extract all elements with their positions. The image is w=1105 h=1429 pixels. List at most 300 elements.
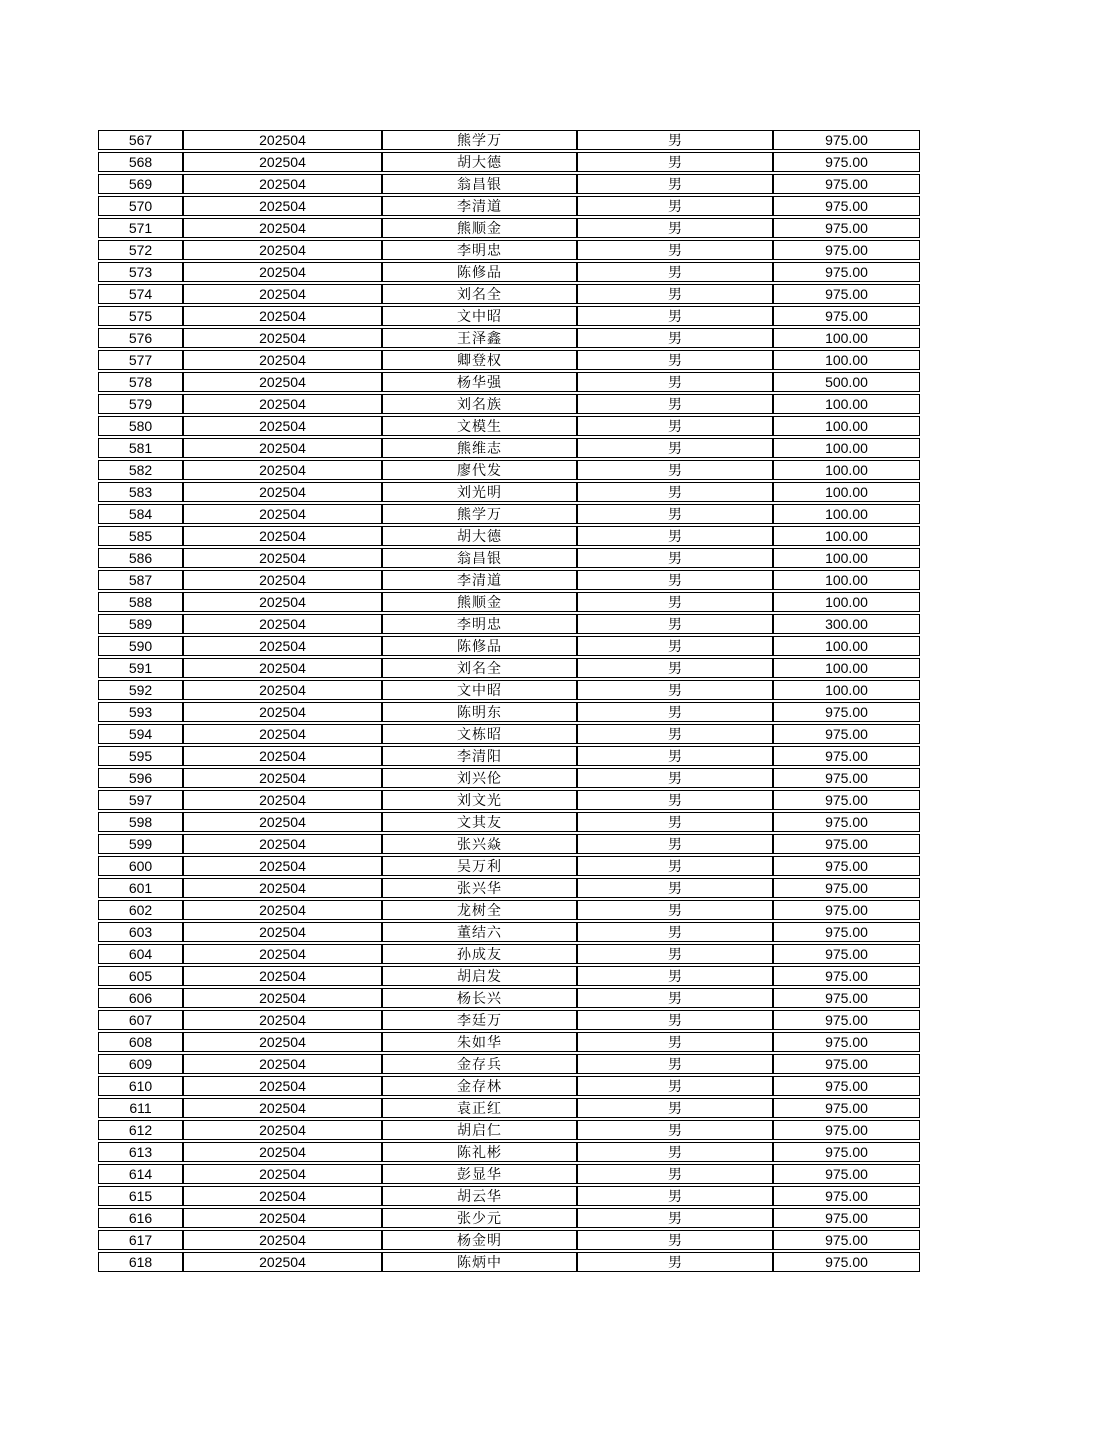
amount-cell: 975.00 xyxy=(773,1120,920,1140)
table-row xyxy=(98,746,920,766)
amount-cell: 975.00 xyxy=(773,1054,920,1074)
serial-cell: 611 xyxy=(98,1098,183,1118)
gender-cell: 男 xyxy=(577,790,773,810)
name-cell: 张兴焱 xyxy=(382,834,577,854)
serial-cell: 595 xyxy=(98,746,183,766)
period-cell: 202504 xyxy=(183,1054,382,1074)
gender-cell: 男 xyxy=(577,724,773,744)
gender-cell: 男 xyxy=(577,196,773,216)
gender-cell: 男 xyxy=(577,900,773,920)
serial-cell: 573 xyxy=(98,262,183,282)
serial-cell: 614 xyxy=(98,1164,183,1184)
period-cell: 202504 xyxy=(183,966,382,986)
gender-cell: 男 xyxy=(577,1142,773,1162)
amount-cell: 975.00 xyxy=(773,1230,920,1250)
table-row xyxy=(98,416,920,436)
name-cell: 彭显华 xyxy=(382,1164,577,1184)
table-row xyxy=(98,834,920,854)
name-cell: 张兴华 xyxy=(382,878,577,898)
table-row xyxy=(98,812,920,832)
name-cell: 陈炳中 xyxy=(382,1252,577,1272)
serial-cell: 599 xyxy=(98,834,183,854)
period-cell: 202504 xyxy=(183,1120,382,1140)
serial-cell: 571 xyxy=(98,218,183,238)
amount-cell: 975.00 xyxy=(773,174,920,194)
gender-cell: 男 xyxy=(577,658,773,678)
serial-cell: 577 xyxy=(98,350,183,370)
amount-cell: 975.00 xyxy=(773,1142,920,1162)
period-cell: 202504 xyxy=(183,1142,382,1162)
name-cell: 卿登权 xyxy=(382,350,577,370)
table-row xyxy=(98,482,920,502)
period-cell: 202504 xyxy=(183,526,382,546)
amount-cell: 975.00 xyxy=(773,790,920,810)
period-cell: 202504 xyxy=(183,636,382,656)
gender-cell: 男 xyxy=(577,482,773,502)
table-row xyxy=(98,130,920,150)
period-cell: 202504 xyxy=(183,174,382,194)
name-cell: 熊学万 xyxy=(382,130,577,150)
serial-cell: 602 xyxy=(98,900,183,920)
serial-cell: 593 xyxy=(98,702,183,722)
gender-cell: 男 xyxy=(577,548,773,568)
period-cell: 202504 xyxy=(183,900,382,920)
serial-cell: 581 xyxy=(98,438,183,458)
name-cell: 刘名全 xyxy=(382,658,577,678)
gender-cell: 男 xyxy=(577,1032,773,1052)
name-cell: 文模生 xyxy=(382,416,577,436)
period-cell: 202504 xyxy=(183,394,382,414)
table-row xyxy=(98,658,920,678)
gender-cell: 男 xyxy=(577,262,773,282)
name-cell: 袁正红 xyxy=(382,1098,577,1118)
table-row xyxy=(98,1208,920,1228)
amount-cell: 975.00 xyxy=(773,306,920,326)
table-row xyxy=(98,636,920,656)
table-row xyxy=(98,196,920,216)
serial-cell: 588 xyxy=(98,592,183,612)
gender-cell: 男 xyxy=(577,570,773,590)
name-cell: 翁昌银 xyxy=(382,174,577,194)
name-cell: 陈礼彬 xyxy=(382,1142,577,1162)
period-cell: 202504 xyxy=(183,460,382,480)
amount-cell: 975.00 xyxy=(773,768,920,788)
name-cell: 熊学万 xyxy=(382,504,577,524)
table-row xyxy=(98,966,920,986)
serial-cell: 600 xyxy=(98,856,183,876)
serial-cell: 592 xyxy=(98,680,183,700)
name-cell: 王泽鑫 xyxy=(382,328,577,348)
table-row xyxy=(98,724,920,744)
amount-cell: 975.00 xyxy=(773,1164,920,1184)
table-row xyxy=(98,1010,920,1030)
period-cell: 202504 xyxy=(183,1164,382,1184)
name-cell: 胡大德 xyxy=(382,526,577,546)
name-cell: 刘名全 xyxy=(382,284,577,304)
serial-cell: 603 xyxy=(98,922,183,942)
gender-cell: 男 xyxy=(577,680,773,700)
gender-cell: 男 xyxy=(577,438,773,458)
gender-cell: 男 xyxy=(577,768,773,788)
amount-cell: 100.00 xyxy=(773,416,920,436)
name-cell: 胡启仁 xyxy=(382,1120,577,1140)
amount-cell: 975.00 xyxy=(773,1010,920,1030)
amount-cell: 975.00 xyxy=(773,218,920,238)
amount-cell: 975.00 xyxy=(773,812,920,832)
gender-cell: 男 xyxy=(577,966,773,986)
amount-cell: 100.00 xyxy=(773,460,920,480)
table-row xyxy=(98,1164,920,1184)
amount-cell: 300.00 xyxy=(773,614,920,634)
table-row xyxy=(98,900,920,920)
serial-cell: 583 xyxy=(98,482,183,502)
name-cell: 翁昌银 xyxy=(382,548,577,568)
table-row xyxy=(98,284,920,304)
amount-cell: 975.00 xyxy=(773,152,920,172)
amount-cell: 975.00 xyxy=(773,262,920,282)
name-cell: 陈修品 xyxy=(382,262,577,282)
name-cell: 张少元 xyxy=(382,1208,577,1228)
name-cell: 金存林 xyxy=(382,1076,577,1096)
gender-cell: 男 xyxy=(577,592,773,612)
serial-cell: 570 xyxy=(98,196,183,216)
table-row xyxy=(98,262,920,282)
name-cell: 李明忠 xyxy=(382,240,577,260)
period-cell: 202504 xyxy=(183,988,382,1008)
table-row xyxy=(98,152,920,172)
table-row xyxy=(98,790,920,810)
table-body xyxy=(98,130,920,1272)
gender-cell: 男 xyxy=(577,306,773,326)
amount-cell: 100.00 xyxy=(773,328,920,348)
table-row xyxy=(98,394,920,414)
period-cell: 202504 xyxy=(183,504,382,524)
amount-cell: 975.00 xyxy=(773,240,920,260)
amount-cell: 975.00 xyxy=(773,1032,920,1052)
name-cell: 文中昭 xyxy=(382,306,577,326)
period-cell: 202504 xyxy=(183,1076,382,1096)
period-cell: 202504 xyxy=(183,548,382,568)
serial-cell: 587 xyxy=(98,570,183,590)
serial-cell: 580 xyxy=(98,416,183,436)
table-row xyxy=(98,1054,920,1074)
name-cell: 胡启发 xyxy=(382,966,577,986)
gender-cell: 男 xyxy=(577,240,773,260)
period-cell: 202504 xyxy=(183,856,382,876)
serial-cell: 605 xyxy=(98,966,183,986)
name-cell: 李明忠 xyxy=(382,614,577,634)
gender-cell: 男 xyxy=(577,284,773,304)
period-cell: 202504 xyxy=(183,218,382,238)
table-row xyxy=(98,702,920,722)
period-cell: 202504 xyxy=(183,1186,382,1206)
period-cell: 202504 xyxy=(183,1098,382,1118)
table-row xyxy=(98,1186,920,1206)
serial-cell: 578 xyxy=(98,372,183,392)
gender-cell: 男 xyxy=(577,1230,773,1250)
table-row xyxy=(98,856,920,876)
gender-cell: 男 xyxy=(577,504,773,524)
period-cell: 202504 xyxy=(183,196,382,216)
period-cell: 202504 xyxy=(183,1208,382,1228)
name-cell: 杨华强 xyxy=(382,372,577,392)
table-row xyxy=(98,592,920,612)
name-cell: 熊维志 xyxy=(382,438,577,458)
amount-cell: 975.00 xyxy=(773,746,920,766)
gender-cell: 男 xyxy=(577,1164,773,1184)
gender-cell: 男 xyxy=(577,944,773,964)
name-cell: 文栋昭 xyxy=(382,724,577,744)
gender-cell: 男 xyxy=(577,834,773,854)
serial-cell: 613 xyxy=(98,1142,183,1162)
gender-cell: 男 xyxy=(577,328,773,348)
period-cell: 202504 xyxy=(183,1230,382,1250)
amount-cell: 100.00 xyxy=(773,394,920,414)
period-cell: 202504 xyxy=(183,284,382,304)
table-row xyxy=(98,944,920,964)
period-cell: 202504 xyxy=(183,658,382,678)
period-cell: 202504 xyxy=(183,746,382,766)
amount-cell: 100.00 xyxy=(773,636,920,656)
name-cell: 李清道 xyxy=(382,196,577,216)
gender-cell: 男 xyxy=(577,878,773,898)
period-cell: 202504 xyxy=(183,878,382,898)
amount-cell: 100.00 xyxy=(773,504,920,524)
name-cell: 金存兵 xyxy=(382,1054,577,1074)
table-row xyxy=(98,1076,920,1096)
name-cell: 文其友 xyxy=(382,812,577,832)
name-cell: 朱如华 xyxy=(382,1032,577,1052)
amount-cell: 100.00 xyxy=(773,570,920,590)
gender-cell: 男 xyxy=(577,350,773,370)
period-cell: 202504 xyxy=(183,152,382,172)
period-cell: 202504 xyxy=(183,306,382,326)
name-cell: 廖代发 xyxy=(382,460,577,480)
amount-cell: 975.00 xyxy=(773,130,920,150)
serial-cell: 597 xyxy=(98,790,183,810)
serial-cell: 608 xyxy=(98,1032,183,1052)
table-row xyxy=(98,372,920,392)
amount-cell: 500.00 xyxy=(773,372,920,392)
period-cell: 202504 xyxy=(183,416,382,436)
serial-cell: 585 xyxy=(98,526,183,546)
name-cell: 刘名族 xyxy=(382,394,577,414)
name-cell: 陈修品 xyxy=(382,636,577,656)
serial-cell: 607 xyxy=(98,1010,183,1030)
serial-cell: 576 xyxy=(98,328,183,348)
amount-cell: 975.00 xyxy=(773,1098,920,1118)
amount-cell: 975.00 xyxy=(773,834,920,854)
serial-cell: 609 xyxy=(98,1054,183,1074)
serial-cell: 617 xyxy=(98,1230,183,1250)
serial-cell: 604 xyxy=(98,944,183,964)
period-cell: 202504 xyxy=(183,1010,382,1030)
name-cell: 文中昭 xyxy=(382,680,577,700)
period-cell: 202504 xyxy=(183,944,382,964)
gender-cell: 男 xyxy=(577,174,773,194)
name-cell: 刘兴伦 xyxy=(382,768,577,788)
serial-cell: 568 xyxy=(98,152,183,172)
period-cell: 202504 xyxy=(183,702,382,722)
gender-cell: 男 xyxy=(577,1186,773,1206)
name-cell: 吴万利 xyxy=(382,856,577,876)
name-cell: 胡大德 xyxy=(382,152,577,172)
serial-cell: 567 xyxy=(98,130,183,150)
table-row xyxy=(98,504,920,524)
serial-cell: 601 xyxy=(98,878,183,898)
amount-cell: 100.00 xyxy=(773,680,920,700)
gender-cell: 男 xyxy=(577,614,773,634)
gender-cell: 男 xyxy=(577,372,773,392)
amount-cell: 100.00 xyxy=(773,592,920,612)
gender-cell: 男 xyxy=(577,1120,773,1140)
gender-cell: 男 xyxy=(577,746,773,766)
serial-cell: 594 xyxy=(98,724,183,744)
gender-cell: 男 xyxy=(577,460,773,480)
table-row xyxy=(98,1142,920,1162)
period-cell: 202504 xyxy=(183,614,382,634)
period-cell: 202504 xyxy=(183,130,382,150)
amount-cell: 975.00 xyxy=(773,966,920,986)
gender-cell: 男 xyxy=(577,526,773,546)
table-row xyxy=(98,218,920,238)
table-row xyxy=(98,240,920,260)
table-row xyxy=(98,306,920,326)
name-cell: 杨长兴 xyxy=(382,988,577,1008)
table-row xyxy=(98,680,920,700)
name-cell: 陈明东 xyxy=(382,702,577,722)
amount-cell: 975.00 xyxy=(773,724,920,744)
serial-cell: 610 xyxy=(98,1076,183,1096)
table-row xyxy=(98,438,920,458)
name-cell: 董结六 xyxy=(382,922,577,942)
amount-cell: 100.00 xyxy=(773,438,920,458)
name-cell: 杨金明 xyxy=(382,1230,577,1250)
name-cell: 李清阳 xyxy=(382,746,577,766)
amount-cell: 100.00 xyxy=(773,658,920,678)
payment-roster-table xyxy=(98,128,920,1274)
table-row xyxy=(98,1252,920,1272)
serial-cell: 616 xyxy=(98,1208,183,1228)
amount-cell: 975.00 xyxy=(773,900,920,920)
amount-cell: 100.00 xyxy=(773,482,920,502)
name-cell: 龙树全 xyxy=(382,900,577,920)
table-row xyxy=(98,174,920,194)
table-row xyxy=(98,526,920,546)
amount-cell: 975.00 xyxy=(773,284,920,304)
serial-cell: 584 xyxy=(98,504,183,524)
period-cell: 202504 xyxy=(183,834,382,854)
name-cell: 刘光明 xyxy=(382,482,577,502)
table-row xyxy=(98,922,920,942)
table-row xyxy=(98,460,920,480)
serial-cell: 606 xyxy=(98,988,183,1008)
name-cell: 李廷万 xyxy=(382,1010,577,1030)
serial-cell: 574 xyxy=(98,284,183,304)
amount-cell: 975.00 xyxy=(773,1208,920,1228)
amount-cell: 975.00 xyxy=(773,1186,920,1206)
serial-cell: 572 xyxy=(98,240,183,260)
name-cell: 孙成友 xyxy=(382,944,577,964)
table-row xyxy=(98,1032,920,1052)
gender-cell: 男 xyxy=(577,1076,773,1096)
period-cell: 202504 xyxy=(183,812,382,832)
gender-cell: 男 xyxy=(577,856,773,876)
serial-cell: 615 xyxy=(98,1186,183,1206)
gender-cell: 男 xyxy=(577,1098,773,1118)
serial-cell: 618 xyxy=(98,1252,183,1272)
period-cell: 202504 xyxy=(183,1032,382,1052)
gender-cell: 男 xyxy=(577,922,773,942)
table-row xyxy=(98,1120,920,1140)
amount-cell: 975.00 xyxy=(773,988,920,1008)
gender-cell: 男 xyxy=(577,416,773,436)
name-cell: 胡云华 xyxy=(382,1186,577,1206)
period-cell: 202504 xyxy=(183,790,382,810)
serial-cell: 612 xyxy=(98,1120,183,1140)
table-row xyxy=(98,768,920,788)
gender-cell: 男 xyxy=(577,218,773,238)
period-cell: 202504 xyxy=(183,350,382,370)
gender-cell: 男 xyxy=(577,988,773,1008)
period-cell: 202504 xyxy=(183,922,382,942)
gender-cell: 男 xyxy=(577,702,773,722)
serial-cell: 569 xyxy=(98,174,183,194)
serial-cell: 591 xyxy=(98,658,183,678)
amount-cell: 975.00 xyxy=(773,702,920,722)
period-cell: 202504 xyxy=(183,768,382,788)
gender-cell: 男 xyxy=(577,152,773,172)
period-cell: 202504 xyxy=(183,680,382,700)
table-row xyxy=(98,878,920,898)
table-row xyxy=(98,328,920,348)
period-cell: 202504 xyxy=(183,262,382,282)
table-row xyxy=(98,570,920,590)
amount-cell: 975.00 xyxy=(773,878,920,898)
gender-cell: 男 xyxy=(577,130,773,150)
name-cell: 李清道 xyxy=(382,570,577,590)
amount-cell: 975.00 xyxy=(773,1076,920,1096)
amount-cell: 975.00 xyxy=(773,196,920,216)
serial-cell: 589 xyxy=(98,614,183,634)
period-cell: 202504 xyxy=(183,1252,382,1272)
table-row xyxy=(98,1098,920,1118)
amount-cell: 975.00 xyxy=(773,1252,920,1272)
gender-cell: 男 xyxy=(577,636,773,656)
table-row xyxy=(98,988,920,1008)
period-cell: 202504 xyxy=(183,240,382,260)
amount-cell: 975.00 xyxy=(773,944,920,964)
gender-cell: 男 xyxy=(577,812,773,832)
table-row xyxy=(98,548,920,568)
name-cell: 熊顺金 xyxy=(382,218,577,238)
period-cell: 202504 xyxy=(183,570,382,590)
gender-cell: 男 xyxy=(577,1208,773,1228)
table-row xyxy=(98,350,920,370)
amount-cell: 100.00 xyxy=(773,548,920,568)
serial-cell: 598 xyxy=(98,812,183,832)
amount-cell: 100.00 xyxy=(773,526,920,546)
name-cell: 熊顺金 xyxy=(382,592,577,612)
period-cell: 202504 xyxy=(183,592,382,612)
serial-cell: 582 xyxy=(98,460,183,480)
period-cell: 202504 xyxy=(183,482,382,502)
table-row xyxy=(98,1230,920,1250)
serial-cell: 579 xyxy=(98,394,183,414)
period-cell: 202504 xyxy=(183,438,382,458)
serial-cell: 596 xyxy=(98,768,183,788)
serial-cell: 590 xyxy=(98,636,183,656)
